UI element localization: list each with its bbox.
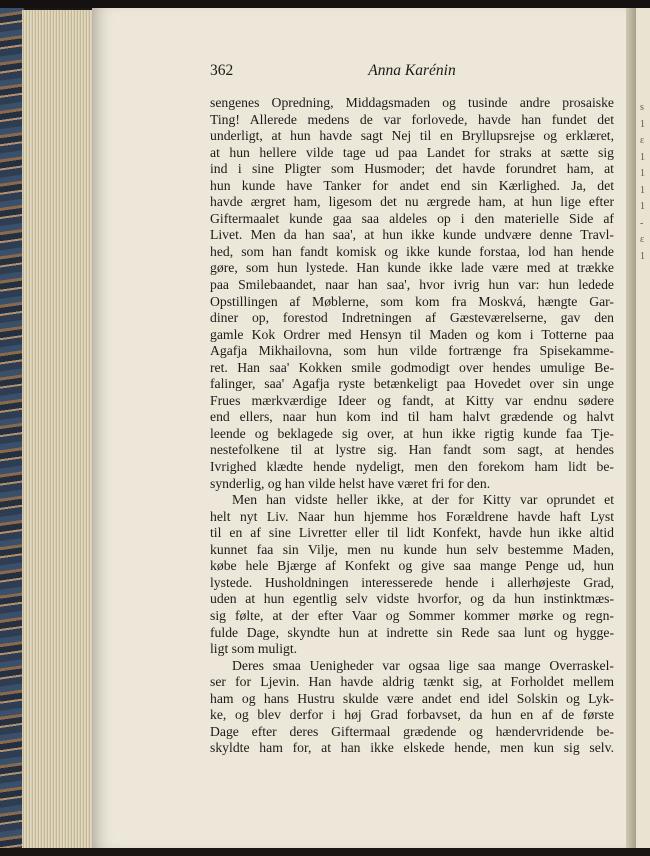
text-line: Men han vidste heller ikke, at der for Kitty var oprundet et — [232, 492, 614, 508]
text-line: ind i sine Pligter som Husmoder; det havde forundret ham, at — [210, 161, 614, 177]
text-line: gamle Kok Ordrer med Hensyn til Maden og kom i Totterne paa — [210, 326, 614, 342]
text-line: leende og beklagede sig over, at hun ikke rigtig kunde faa Tje- — [210, 425, 614, 441]
page-number: 362 — [210, 62, 234, 79]
facing-page-char: 1 — [640, 201, 645, 213]
text-line: Agafja Mikhailovna, som hun vilde fortrænge fra Spisekamme- — [210, 343, 614, 359]
text-line: Opstillingen af Møblerne, som kom fra Moskvá, hængte Gar- — [210, 293, 614, 309]
text-line: købe hele Bjærge af Konfekt og give saa mange Penge ud, hun — [210, 558, 614, 574]
book-gutter — [626, 8, 636, 848]
facing-page-char: s — [640, 102, 644, 113]
top-edge — [0, 0, 650, 8]
text-line: ser for Ljevin. Han havde aldrig tænkt sig, at Forholdet mellem — [210, 674, 614, 690]
facing-page-char: 1 — [640, 168, 645, 180]
running-title: Anna Karénin — [368, 62, 456, 79]
facing-page-char: 1 — [640, 184, 645, 196]
text-line: ke, og blev derfor i høj Grad forbavset, da hun en af de første — [210, 707, 614, 723]
facing-page-char: - — [640, 217, 644, 229]
text-line: falinger, saa' Agafja ryste betænkeligt paa Hovedet over sin unge — [210, 376, 614, 392]
text-line: Dage efter deres Giftermaal grædende og hændervridende be- — [210, 723, 614, 739]
text-line: skyldte ham for, at han ikke elskede hende, men kun sig selv. — [210, 740, 614, 756]
text-line: paa Smilebaandet, naar han saa', hvor ivrig hun var: hun ledede — [210, 277, 614, 293]
text-line: ret. Han saa' Kokken smile godmodigt over hendes umulige Be- — [210, 359, 614, 375]
text-line: sig følte, at der efter Vaar og Sommer kommer mørke og regn- — [210, 607, 614, 623]
text-line: til en af sine Livretter eller til lidt Konfekt, havde hun ikke altid — [210, 525, 614, 541]
text-line: hun kunde have Tanker for andet end sin Kærlighed. Ja, det — [210, 177, 614, 193]
text-line: uden at hun egentlig selv vidste hvorfor, og da hun instinktmæs- — [210, 591, 614, 607]
text-line: nestefolkene til at lystre sig. Han fandt som sagt, at hendes — [210, 442, 614, 458]
facing-page-char: 1 — [640, 118, 645, 130]
text-line: at hun hellere vilde tage ud paa Landet for straks at sætte sig — [210, 144, 614, 160]
text-line: gøre, som hun lystede. Han kunde ikke lade være med at trække — [210, 260, 614, 276]
body-text — [210, 95, 614, 757]
text-line: Frues mærkværdige Ideer og fandt, at Kitty var endnu sødere — [210, 392, 614, 408]
text-line: diner op, forestod Indretningen af Gæsteværelserne, gav den — [210, 310, 614, 326]
text-line: Giftermaalet kunde gaa saa aldeles op i den materielle Side af — [210, 210, 614, 226]
text-line: synderlig, og han vilde helst have været fri for den. — [210, 475, 491, 491]
marbled-book-edge — [0, 8, 24, 848]
text-line: helt nyt Liv. Naar hun hjemme hos Forældrene havde haft Lyst — [210, 508, 614, 524]
text-line: ligt som muligt. — [210, 641, 298, 657]
text-line: Livet. Men da han saa', at hun ikke kunde undvære denne Travl- — [210, 227, 614, 243]
facing-page-fragments — [640, 100, 650, 265]
text-line: fulde Dage, skyndte hun at indrette sin Rede saa lunt og hygge- — [210, 624, 614, 640]
text-line: havde ærgret ham, ligesom det nu ærgrede ham, at hun lige efter — [210, 194, 614, 210]
facing-page-char: 1 — [640, 250, 645, 262]
text-line: ham og hans Hustru skulde være andet end idel Solskin og Lyk- — [210, 690, 614, 706]
text-line: lystede. Husholdningen interesserede hende i allerhøjeste Grad, — [210, 574, 614, 590]
text-line: Ting! Allerede medens de var forlovede, havde han fundet det — [210, 111, 614, 127]
text-line: Deres smaa Uenigheder var ogsaa lige saa mange Overraskel- — [232, 657, 614, 673]
text-line: end ellers, naar hun kom ind til ham halvt grædende og halvt — [210, 409, 614, 425]
facing-page-char: 1 — [640, 151, 645, 163]
text-line: hed, som han fandt komisk og ikke kunde forstaa, lod han hende — [210, 243, 614, 259]
bottom-edge — [0, 848, 650, 856]
facing-page-char: ɛ — [640, 234, 645, 246]
facing-page-char: ɛ — [640, 135, 645, 147]
page-stack-edge — [22, 10, 93, 850]
text-line: underligt, at hun havde sagt Nej til en Bryllupsrejse og erklæret, — [210, 128, 614, 144]
text-line: Ivrighed klædte hende nydeligt, men den forekom ham lidt be- — [210, 459, 614, 475]
text-line: sengenes Opredning, Middagsmaden og tusinde andre prosaiske — [210, 95, 614, 110]
text-line: kunnet faa sin Vilje, men nu kunde hun selv bestemme Maden, — [210, 541, 614, 557]
page-header — [210, 62, 614, 84]
